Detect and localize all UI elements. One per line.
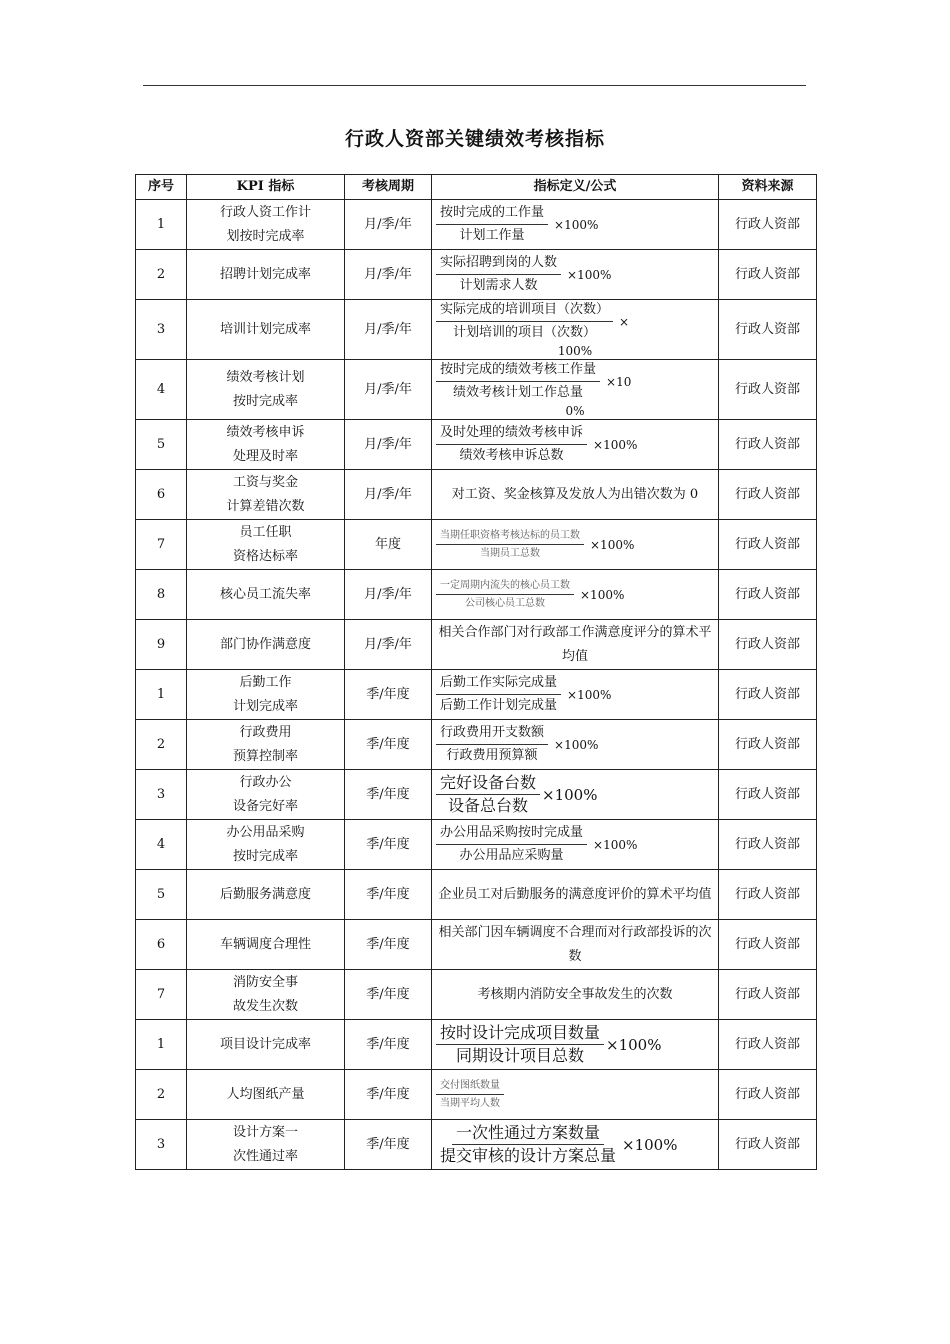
kpi-definition: [432, 200, 719, 250]
assessment-period: 月/季/年: [345, 470, 432, 520]
assessment-period: 季/年度: [345, 870, 432, 920]
kpi-name: [187, 1120, 345, 1170]
data-source: 行政人资部: [719, 770, 817, 820]
kpi-definition: [432, 1020, 719, 1070]
kpi-name-line: 后勤工作: [239, 674, 292, 690]
formula: [436, 723, 714, 766]
fraction: [436, 300, 613, 343]
formula-numerator: 按时完成的绩效考核工作量: [436, 360, 600, 382]
formula-multiplier: ×10: [606, 374, 632, 389]
formula-denominator: 行政费用预算额: [446, 748, 538, 763]
data-source: 行政人资部: [719, 720, 817, 770]
formula-numerator: 完好设备台数: [436, 773, 540, 795]
assessment-period: 季/年度: [345, 720, 432, 770]
row-number: 4: [136, 360, 187, 420]
header-source: 资料来源: [719, 175, 817, 200]
kpi-definition: [432, 620, 719, 670]
formula-numerator: 办公用品采购按时完成量: [436, 823, 587, 845]
assessment-period: 月/季/年: [345, 360, 432, 420]
kpi-definition: [432, 720, 719, 770]
row-number: 7: [136, 970, 187, 1020]
header-period: 考核周期: [345, 175, 432, 200]
table-row: [136, 250, 817, 300]
table-row: [136, 520, 817, 570]
table-row: [136, 200, 817, 250]
formula-denominator: 当期平均人数: [440, 1098, 500, 1109]
data-source: 行政人资部: [719, 570, 817, 620]
kpi-name-line: 故发生次数: [232, 998, 298, 1014]
formula-denominator: 提交审核的设计方案总量: [440, 1146, 617, 1165]
formula: [436, 673, 714, 716]
assessment-period: 季/年度: [345, 920, 432, 970]
definition-text: 考核期内消防安全事故发生的次数: [477, 986, 673, 1002]
table-row: [136, 1120, 817, 1170]
kpi-name-line: 培训计划完成率: [219, 321, 311, 337]
kpi-name: [187, 1070, 345, 1120]
table-row: [136, 870, 817, 920]
header-rule: [143, 85, 806, 86]
kpi-name: [187, 670, 345, 720]
formula-multiplier: ×100%: [593, 837, 638, 852]
fraction: [436, 253, 561, 296]
fraction: [436, 528, 584, 561]
fraction: [436, 423, 587, 466]
kpi-name: [187, 250, 345, 300]
kpi-name-line: 处理及时率: [232, 448, 298, 464]
table-row: [136, 570, 817, 620]
fraction: [436, 203, 548, 246]
definition-text: 对工资、奖金核算及发放人为出错次数为 0: [451, 486, 699, 502]
kpi-name-line: 人均图纸产量: [226, 1086, 305, 1102]
table-row: [136, 970, 817, 1020]
assessment-period: 月/季/年: [345, 570, 432, 620]
row-number: 2: [136, 720, 187, 770]
definition-text: 企业员工对后勤服务的满意度评价的算术平均值: [438, 886, 712, 902]
kpi-name-line: 行政人资工作计: [219, 204, 311, 220]
formula-denominator: 计划工作量: [459, 228, 525, 243]
kpi-name-line: 员工任职: [239, 524, 292, 540]
assessment-period: 季/年度: [345, 970, 432, 1020]
formula-multiplier: ×100%: [567, 687, 612, 702]
formula: [436, 300, 714, 343]
data-source: 行政人资部: [719, 670, 817, 720]
kpi-name: [187, 1020, 345, 1070]
kpi-name-line: 部门协作满意度: [219, 636, 311, 652]
kpi-definition: [432, 420, 719, 470]
assessment-period: 月/季/年: [345, 620, 432, 670]
fraction: [436, 823, 587, 866]
formula-denominator: 计划需求人数: [459, 278, 538, 293]
kpi-name: [187, 720, 345, 770]
kpi-name: [187, 620, 345, 670]
table-row: [136, 1070, 817, 1120]
formula: [436, 253, 714, 296]
row-number: 2: [136, 250, 187, 300]
kpi-name-line: 项目设计完成率: [219, 1036, 311, 1052]
kpi-definition: [432, 300, 719, 360]
data-source: 行政人资部: [719, 300, 817, 360]
kpi-name: [187, 470, 345, 520]
header-no: 序号: [136, 175, 187, 200]
data-source: 行政人资部: [719, 820, 817, 870]
kpi-name: [187, 520, 345, 570]
table-row: [136, 620, 817, 670]
kpi-name-line: 设备完好率: [232, 798, 298, 814]
formula: [436, 823, 714, 866]
kpi-table: [135, 174, 817, 1170]
formula: [436, 360, 714, 403]
row-number: 2: [136, 1070, 187, 1120]
kpi-definition: [432, 1070, 719, 1120]
table-row: [136, 670, 817, 720]
formula-multiplier: ×100%: [590, 537, 635, 552]
data-source: 行政人资部: [719, 250, 817, 300]
formula-numerator: 实际招聘到岗的人数: [436, 253, 561, 275]
formula-numerator: 当期任职资格考核达标的员工数: [436, 528, 584, 545]
table-row: [136, 1020, 817, 1070]
assessment-period: 季/年度: [345, 670, 432, 720]
formula-multiplier: ×100%: [606, 1035, 662, 1054]
fraction: [436, 360, 600, 403]
formula-numerator: 交付图纸数量: [436, 1078, 504, 1095]
definition-text: 相关部门因车辆调度不合理而对行政部投诉的次数: [438, 924, 712, 964]
kpi-definition: [432, 670, 719, 720]
table-header-row: [136, 175, 817, 200]
fraction: [436, 673, 561, 716]
row-number: 6: [136, 470, 187, 520]
row-number: 7: [136, 520, 187, 570]
fraction: [436, 773, 540, 816]
kpi-name-line: 设计方案一: [232, 1124, 298, 1140]
data-source: 行政人资部: [719, 360, 817, 420]
data-source: 行政人资部: [719, 620, 817, 670]
assessment-period: 月/季/年: [345, 200, 432, 250]
formula-multiplier: ×100%: [622, 1135, 678, 1154]
kpi-name: [187, 770, 345, 820]
assessment-period: 月/季/年: [345, 250, 432, 300]
kpi-name-line: 行政办公: [239, 774, 292, 790]
kpi-name-line: 后勤服务满意度: [219, 886, 311, 902]
row-number: 3: [136, 770, 187, 820]
kpi-name-line: 计划完成率: [232, 698, 298, 714]
header-kpi: KPI 指标: [187, 175, 345, 200]
kpi-name-line: 按时完成率: [232, 393, 298, 409]
row-number: 6: [136, 920, 187, 970]
formula-denominator: 办公用品应采购量: [459, 848, 564, 863]
row-number: 1: [136, 200, 187, 250]
formula-denominator: 后勤工作计划完成量: [440, 698, 558, 713]
kpi-definition: [432, 250, 719, 300]
data-source: 行政人资部: [719, 970, 817, 1020]
kpi-name-line: 绩效考核申诉: [226, 424, 305, 440]
kpi-name: [187, 300, 345, 360]
data-source: 行政人资部: [719, 1120, 817, 1170]
formula: [436, 423, 714, 466]
data-source: 行政人资部: [719, 920, 817, 970]
row-number: 5: [136, 420, 187, 470]
kpi-definition: [432, 1120, 719, 1170]
formula: [436, 203, 714, 246]
kpi-name-line: 按时完成率: [232, 848, 298, 864]
formula-denominator: 计划培训的项目（次数）: [453, 325, 597, 340]
data-source: 行政人资部: [719, 420, 817, 470]
kpi-name-line: 车辆调度合理性: [219, 936, 311, 952]
table-row: [136, 770, 817, 820]
row-number: 3: [136, 300, 187, 360]
kpi-name: [187, 420, 345, 470]
kpi-name-line: 行政费用: [239, 724, 292, 740]
table-row: [136, 720, 817, 770]
kpi-definition: [432, 770, 719, 820]
kpi-name-line: 消防安全事: [232, 974, 298, 990]
kpi-name: [187, 360, 345, 420]
table-row: [136, 820, 817, 870]
kpi-name: [187, 570, 345, 620]
kpi-name-line: 划按时完成率: [226, 228, 305, 244]
document-title: 行政人资部关键绩效考核指标: [344, 128, 605, 150]
formula-numerator: 及时处理的绩效考核申诉: [436, 423, 587, 445]
assessment-period: 季/年度: [345, 1070, 432, 1120]
table-row: [136, 470, 817, 520]
formula-multiplier: ×100%: [554, 737, 599, 752]
kpi-definition: [432, 870, 719, 920]
kpi-name-line: 次性通过率: [232, 1148, 298, 1164]
table-row: [136, 360, 817, 420]
formula-denominator: 同期设计项目总数: [456, 1046, 585, 1065]
fraction: [436, 1078, 504, 1111]
kpi-name-line: 计算差错次数: [226, 498, 305, 514]
formula-multiplier: ×100%: [593, 437, 638, 452]
row-number: 5: [136, 870, 187, 920]
kpi-definition: [432, 820, 719, 870]
formula-numerator: 实际完成的培训项目（次数）: [436, 300, 613, 322]
formula-numerator: 后勤工作实际完成量: [436, 673, 561, 695]
table-row: [136, 920, 817, 970]
assessment-period: 季/年度: [345, 1120, 432, 1170]
kpi-name: [187, 920, 345, 970]
assessment-period: 季/年度: [345, 770, 432, 820]
kpi-definition: [432, 570, 719, 620]
formula-multiplier: ×100%: [542, 785, 598, 804]
kpi-name-line: 办公用品采购: [226, 824, 305, 840]
kpi-definition: [432, 360, 719, 420]
header-definition: 指标定义/公式: [432, 175, 719, 200]
kpi-definition: [432, 470, 719, 520]
fraction: [436, 723, 548, 766]
table-row: [136, 420, 817, 470]
formula-numerator: 行政费用开支数额: [436, 723, 548, 745]
kpi-definition: [432, 920, 719, 970]
table-row: [136, 300, 817, 360]
kpi-name-line: 核心员工流失率: [219, 586, 311, 602]
formula: [436, 773, 714, 816]
formula-denominator: 绩效考核申诉总数: [459, 448, 564, 463]
row-number: 3: [136, 1120, 187, 1170]
formula-tail: 100%: [557, 344, 593, 358]
kpi-definition: [432, 970, 719, 1020]
kpi-name-line: 工资与奖金: [232, 474, 298, 490]
data-source: 行政人资部: [719, 870, 817, 920]
assessment-period: 月/季/年: [345, 300, 432, 360]
data-source: 行政人资部: [719, 200, 817, 250]
formula-denominator: 当期员工总数: [480, 548, 540, 559]
kpi-definition: [432, 520, 719, 570]
kpi-name: [187, 200, 345, 250]
data-source: 行政人资部: [719, 520, 817, 570]
row-number: 1: [136, 1020, 187, 1070]
data-source: 行政人资部: [719, 1020, 817, 1070]
fraction: [436, 578, 574, 611]
row-number: 8: [136, 570, 187, 620]
kpi-name: [187, 970, 345, 1020]
fraction: [436, 1023, 604, 1066]
formula: [436, 1023, 714, 1066]
formula: [436, 578, 714, 611]
assessment-period: 季/年度: [345, 820, 432, 870]
row-number: 1: [136, 670, 187, 720]
formula: [436, 528, 714, 561]
formula-numerator: 按时设计完成项目数量: [436, 1023, 604, 1045]
formula: [436, 1078, 714, 1111]
kpi-name-line: 招聘计划完成率: [219, 266, 311, 282]
formula-denominator: 设备总台数: [448, 796, 529, 815]
formula-multiplier: ×100%: [567, 267, 612, 282]
kpi-name: [187, 870, 345, 920]
assessment-period: 年度: [345, 520, 432, 570]
kpi-name: [187, 820, 345, 870]
assessment-period: 季/年度: [345, 1020, 432, 1070]
formula-numerator: 一次性通过方案数量: [452, 1123, 604, 1145]
definition-text: 相关合作部门对行政部工作满意度评分的算术平均值: [438, 624, 712, 664]
formula-multiplier: ×: [619, 314, 630, 329]
formula-numerator: 按时完成的工作量: [436, 203, 548, 225]
formula-denominator: 绩效考核计划工作总量: [453, 385, 584, 400]
kpi-name-line: 绩效考核计划: [226, 369, 305, 385]
formula-denominator: 公司核心员工总数: [465, 598, 545, 609]
formula-numerator: 一定周期内流失的核心员工数: [436, 578, 574, 595]
data-source: 行政人资部: [719, 1070, 817, 1120]
formula-multiplier: ×100%: [554, 217, 599, 232]
data-source: 行政人资部: [719, 470, 817, 520]
fraction: [436, 1123, 620, 1166]
kpi-name-line: 预算控制率: [232, 748, 298, 764]
assessment-period: 月/季/年: [345, 420, 432, 470]
row-number: 4: [136, 820, 187, 870]
row-number: 9: [136, 620, 187, 670]
kpi-name-line: 资格达标率: [232, 548, 298, 564]
table-body: [136, 200, 817, 1170]
formula: [436, 1123, 714, 1166]
formula-multiplier: ×100%: [580, 587, 625, 602]
formula-tail: 0%: [565, 404, 585, 418]
